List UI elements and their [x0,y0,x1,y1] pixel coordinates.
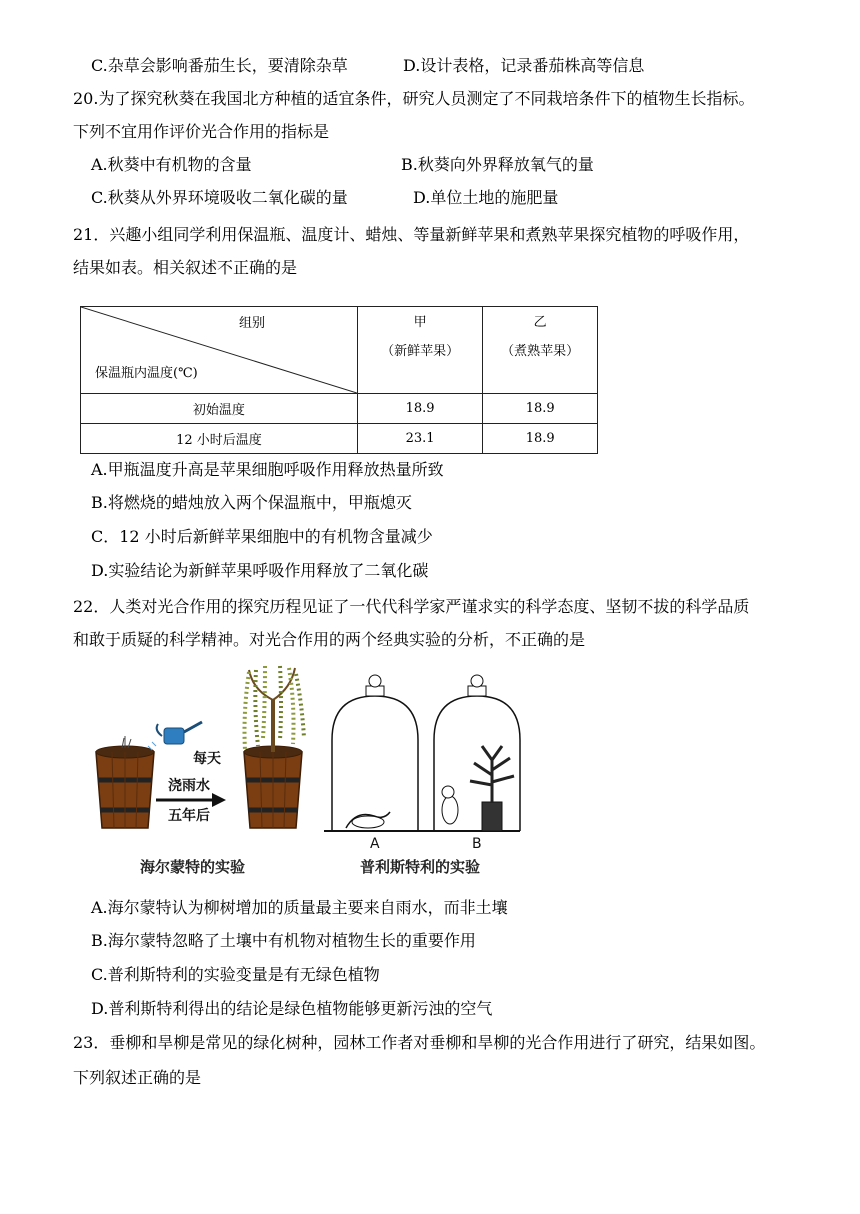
q20-stem-line1: 20.为了探究秋葵在我国北方种植的适宜条件，研究人员测定了不同栽培条件下的植物生长指标。 [73,89,755,108]
header-group-label: 组别 [239,316,266,331]
barrel-after-icon [244,746,302,828]
willow-tree-icon [245,666,305,752]
q23-stem-line1: 23．垂柳和旱柳是常见的绿化树种，园林工作者对垂柳和旱柳的光合作用进行了研究，结果如图。 [73,1033,766,1052]
experiment-figure [84,660,524,880]
table-row [81,394,598,424]
row-value: 18.9 [483,424,598,454]
col-jia-sub: （新鲜苹果） [381,344,460,359]
q22-option-a: A.海尔蒙特认为柳树增加的质量最主要来自雨水，而非土壤 [91,898,508,917]
q20-stem-line2: 下列不宜用作评价光合作用的指标是 [73,122,330,141]
watering-can-icon [148,722,202,750]
q21-option-b: B.将燃烧的蜡烛放入两个保温瓶中，甲瓶熄灭 [91,493,412,512]
col-yi-sub: （煮熟苹果） [501,344,580,359]
q21-option-d: D.实验结论为新鲜苹果呼吸作用释放了二氧化碳 [91,561,429,580]
caption-priestley: 普利斯特利的实验 [360,858,481,876]
label-rain: 浇雨水 [168,778,210,794]
experiment-illustration [84,660,524,880]
row-label: 初始温度 [81,394,358,424]
label-a: A [370,836,380,852]
label-years: 五年后 [168,808,210,824]
results-table [80,306,598,454]
q21-stem-line2: 结果如表。相关叙述不正确的是 [73,258,298,277]
row-value: 18.9 [357,394,483,424]
q22-stem-line2: 和敢于质疑的科学精神。对光合作用的两个经典实验的分析，不正确的是 [73,630,586,649]
header-col-yi [483,307,598,394]
q19-option-d: D.设计表格，记录番茄株高等信息 [403,56,645,75]
row-value: 23.1 [357,424,483,454]
caption-helmont: 海尔蒙特的实验 [140,858,246,876]
q19-option-c: C.杂草会影响番茄生长，要清除杂草 [91,56,348,75]
q22-stem-line1: 22．人类对光合作用的探究历程见证了一代代科学家严谨求实的科学态度、坚韧不拔的科学品质 [73,597,750,616]
q22-option-c: C.普利斯特利的实验变量是有无绿色植物 [91,965,380,984]
q23-stem-line2: 下列叙述正确的是 [73,1068,202,1087]
table-diagonal-header [81,307,358,394]
barrel-before-icon [96,736,154,828]
col-yi-name: 乙 [533,315,547,330]
q22-option-d: D.普利斯特利得出的结论是绿色植物能够更新污浊的空气 [91,999,493,1018]
q21-stem-line1: 21．兴趣小组同学利用保温瓶、温度计、蜡烛、等量新鲜苹果和煮熟苹果探究植物的呼吸作用， [73,225,750,244]
row-label: 12 小时后温度 [81,424,358,454]
q20-option-a: A.秋葵中有机物的含量 [91,155,252,174]
q21-option-c: C．12 小时后新鲜苹果细胞中的有机物含量减少 [91,527,433,546]
col-jia-name: 甲 [413,315,427,330]
label-day: 每天 [193,751,221,767]
bell-jar-a-icon [332,675,418,831]
q20-option-c: C.秋葵从外界环境吸收二氧化碳的量 [91,188,348,207]
q21-option-a: A.甲瓶温度升高是苹果细胞呼吸作用释放热量所致 [91,460,444,479]
table-row [81,424,598,454]
bell-jar-b-icon [434,675,520,831]
header-col-jia [357,307,483,394]
label-b: B [472,836,482,852]
row-value: 18.9 [483,394,598,424]
q20-option-d: D.单位土地的施肥量 [413,188,559,207]
q22-option-b: B.海尔蒙特忽略了土壤中有机物对植物生长的重要作用 [91,931,476,950]
header-temp-label: 保温瓶内温度(℃) [95,366,198,381]
q20-option-b: B.秋葵向外界释放氧气的量 [401,155,594,174]
